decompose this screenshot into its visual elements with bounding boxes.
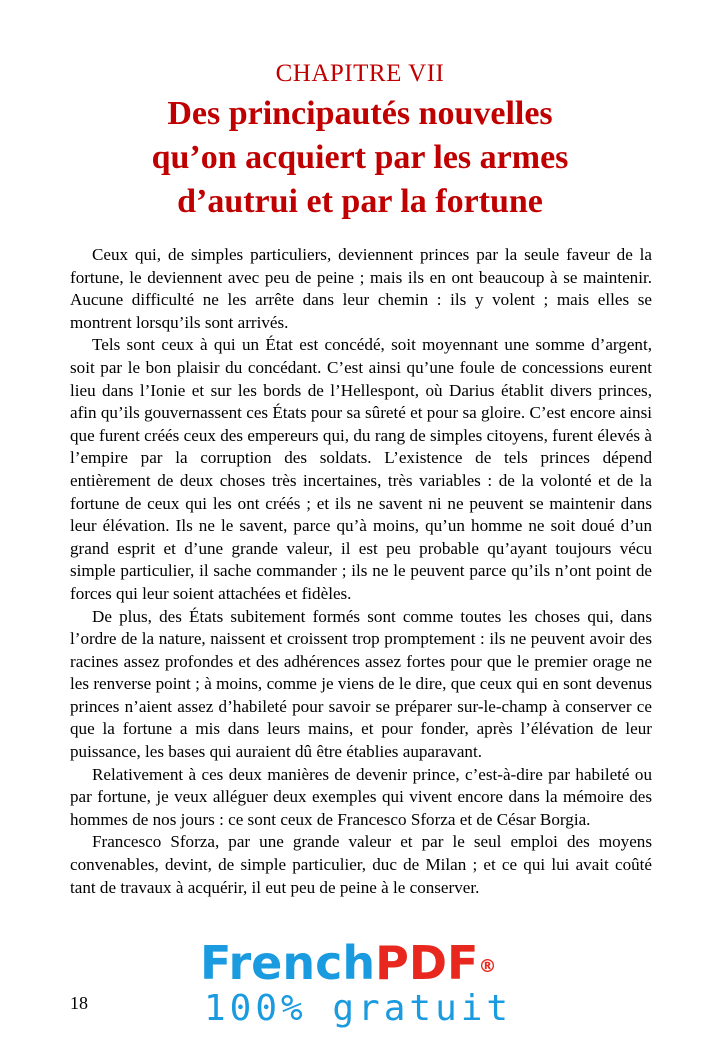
chapter-title <box>40 92 680 224</box>
chapter-title-line: Des principautés nouvelles <box>167 95 553 132</box>
logo-pdf-text: PDF <box>375 936 479 990</box>
paragraph: Francesco Sforza, par une grande valeur et par le seul emploi des moyens convenables, devint, de simple particulier, duc de Milan ; et ce qui lui avait coûté tant de travaux à acquérir, il eut peu de peine à le conserver. <box>70 832 652 897</box>
logo-tagline: 100% gratuit <box>204 988 513 1029</box>
logo-wordmark <box>200 938 530 988</box>
paragraph: Tels sont ceux à qui un État est concédé, soit moyennant une somme d’argent, soit par le bon plaisir du concédant. C’est ainsi qu’une foule de concessions eurent lieu dans l’Ionie et sur les bords de l’Hellespont, où Darius établit divers princes, afin qu’ils gouvernassent ces États pour sa sûreté et pour sa gloire. C’est encore ainsi que furent créés ceux des empereurs qui, du rang de simples citoyens, furent élevés à l’empire par la corruption des soldats. L’existence de tels princes dépend entièrement de deux choses très incertaines, très variables : de la volonté et de la fortune de ceux qui les ont créés ; et ils ne savent ni ne peuvent se maintenir dans leur élévation. Ils ne le savent, parce qu’à moins, qu’un homme ne soit doué d’un grand esprit et d’une grande valeur, il est peu probable qu’ayant toujours vécu simple particulier, il sache commander ; ils ne le peuvent parce qu’ils n’ont point de forces qui leur soient attachées et fidèles. <box>70 335 652 603</box>
registered-mark-icon: ® <box>478 956 497 977</box>
paragraph: Ceux qui, de simples particuliers, deviennent princes par la seule faveur de la fortune, le deviennent avec peu de peine ; mais ils en ont beaucoup à se maintenir. Aucune difficulté ne les arrête dans leur chemin : ils y volent ; mais elles se montrent lorsqu’ils sont arrivés. <box>70 245 652 332</box>
chapter-title-line: d’autrui et par la fortune <box>177 183 543 220</box>
chapter-header <box>0 58 720 224</box>
chapter-body <box>70 244 652 899</box>
logo-french-text: French <box>200 936 376 990</box>
paragraph: De plus, des États subitement formés sont comme toutes les choses qui, dans l’ordre de la nature, naissent et croissent trop promptement : ils ne peuvent avoir des racines assez profondes et des adhérences assez fortes pour que le premier orage ne les renverse point ; à moins, comme je viens de le dire, que ceux qui en sont devenus princes n’aient assez d’habileté pour savoir se préparer sur-le-champ à conserver ce que la fortune a mis dans leurs mains, et pour fonder, après l’élévation de leur puissance, les bases qui auraient dû être établies auparavant. <box>70 606 652 762</box>
chapter-title-line: qu’on acquiert par les armes <box>151 139 569 176</box>
frenchpdf-logo <box>200 938 530 1030</box>
page-number: 18 <box>70 993 88 1013</box>
chapter-label: CHAPITRE VII <box>275 60 445 87</box>
paragraph: Relativement à ces deux manières de devenir prince, c’est-à-dire par habileté ou par fortune, je veux alléguer deux exemples qui vivent encore dans la mémoire des hommes de nos jours : ce sont ceux de Francesco Sforza et de César Borgia. <box>70 764 652 829</box>
